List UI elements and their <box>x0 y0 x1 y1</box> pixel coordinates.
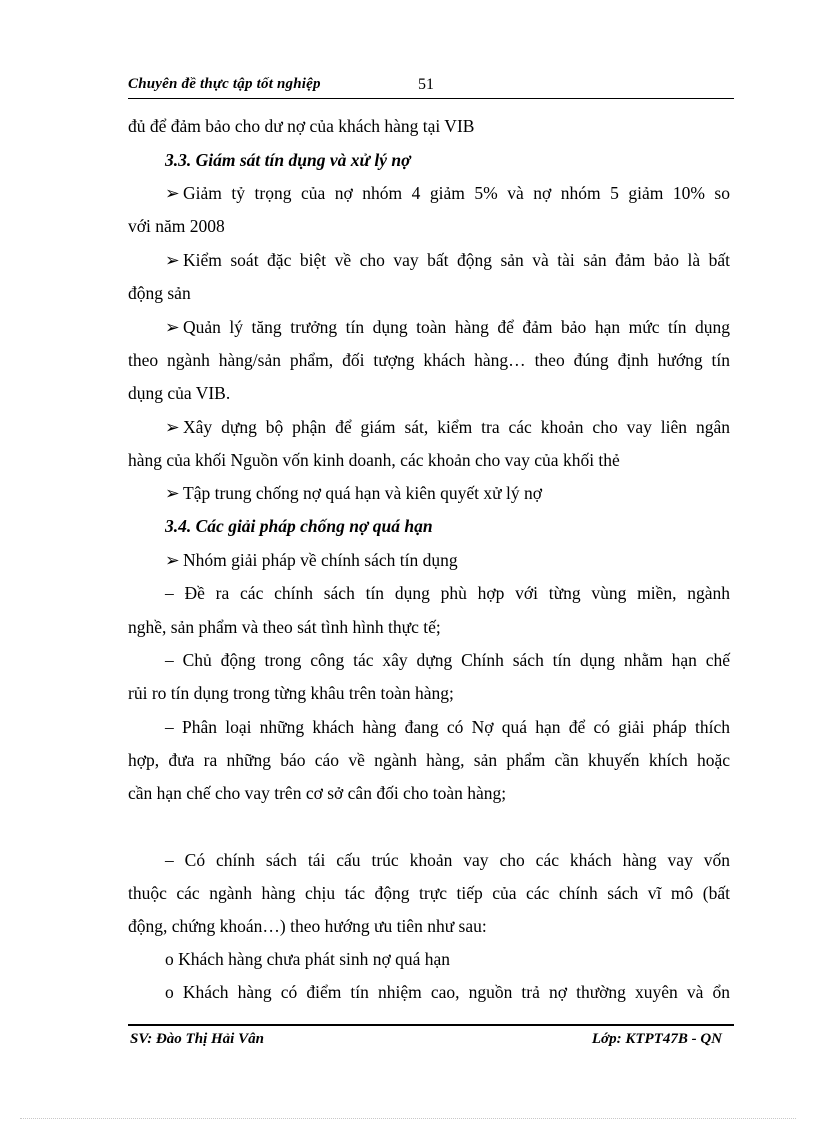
dash-line: – Đề ra các chính sách tín dụng phù hợp với từng vùng miền, ngành <box>165 583 730 603</box>
arrow-bullet-icon: ➢ <box>165 317 180 337</box>
arrow-bullet-icon: ➢ <box>165 550 180 570</box>
text-line: cần hạn chế cho vay trên cơ sở cân đối cho toàn hàng; <box>128 783 507 803</box>
header-title: Chuyên đề thực tập tốt nghiệp <box>128 76 321 92</box>
arrow-bullet-icon: ➢ <box>165 483 180 503</box>
bullet-line <box>165 248 730 272</box>
bullet-text: Giảm tỷ trọng của nợ nhóm 4 giảm 5% và nợ nhóm 5 giảm 10% so <box>183 183 730 203</box>
section-heading: 3.3. Giám sát tín dụng và xử lý nợ <box>165 150 411 170</box>
text-line: động, chứng khoán…) theo hướng ưu tiên như sau: <box>128 916 487 936</box>
bullet-text: Tập trung chống nợ quá hạn và kiên quyết xử lý nợ <box>183 483 542 503</box>
bullet-line <box>165 415 730 439</box>
dash-line: – Có chính sách tái cấu trúc khoản vay cho các khách hàng vay vốn <box>165 850 730 870</box>
page-footer <box>128 1024 734 1050</box>
text-line: hàng của khối Nguồn vốn kinh doanh, các khoản cho vay của khối thẻ <box>128 450 620 470</box>
bullet-text: Nhóm giải pháp về chính sách tín dụng <box>183 550 458 570</box>
text-line: động sản <box>128 283 191 303</box>
bullet-line <box>165 315 730 339</box>
dash-line: – Chủ động trong công tác xây dựng Chính sách tín dụng nhằm hạn chế <box>165 650 730 670</box>
page-edge-divider <box>20 1118 796 1119</box>
dash-line: – Phân loại những khách hàng đang có Nợ quá hạn để có giải pháp thích <box>165 717 730 737</box>
text-line: theo ngành hàng/sản phẩm, đối tượng khách hàng… theo đúng định hướng tín <box>128 350 730 370</box>
footer-student: SV: Đào Thị Hải Vân <box>130 1031 264 1047</box>
text-line: nghề, sản phẩm và theo sát tình hình thực tế; <box>128 617 441 637</box>
bullet-text: Quản lý tăng trưởng tín dụng toàn hàng để đảm bảo hạn mức tín dụng <box>183 317 730 337</box>
text-line: rủi ro tín dụng trong từng khâu trên toàn hàng; <box>128 683 454 703</box>
text-line: thuộc các ngành hàng chịu tác động trực tiếp của các chính sách vĩ mô (bất <box>128 883 730 903</box>
footer-class: Lớp: KTPT47B - QN <box>591 1031 722 1047</box>
bullet-line <box>165 481 767 505</box>
bullet-text: Kiểm soát đặc biệt về cho vay bất động sản và tài sản đảm bảo là bất <box>183 250 730 270</box>
arrow-bullet-icon: ➢ <box>165 417 180 437</box>
bullet-line <box>165 548 767 572</box>
text-line: đủ để đảm bảo cho dư nợ của khách hàng tại VIB <box>128 116 475 136</box>
arrow-bullet-icon: ➢ <box>165 183 180 203</box>
text-line: hợp, đưa ra những báo cáo về ngành hàng, sản phẩm cần khuyến khích hoặc <box>128 750 730 770</box>
bullet-text: Xây dựng bộ phận để giám sát, kiểm tra các khoản cho vay liên ngân <box>183 417 730 437</box>
section-heading: 3.4. Các giải pháp chống nợ quá hạn <box>165 516 433 536</box>
page-header <box>128 74 734 99</box>
page-number: 51 <box>418 76 434 93</box>
circle-bullet-line: o Khách hàng chưa phát sinh nợ quá hạn <box>165 949 451 969</box>
bullet-line <box>165 181 730 205</box>
text-line: với năm 2008 <box>128 216 225 236</box>
circle-bullet-line: o Khách hàng có điểm tín nhiệm cao, nguồn trả nợ thường xuyên và ổn <box>165 982 730 1002</box>
text-line: dụng của VIB. <box>128 383 231 403</box>
arrow-bullet-icon: ➢ <box>165 250 180 270</box>
